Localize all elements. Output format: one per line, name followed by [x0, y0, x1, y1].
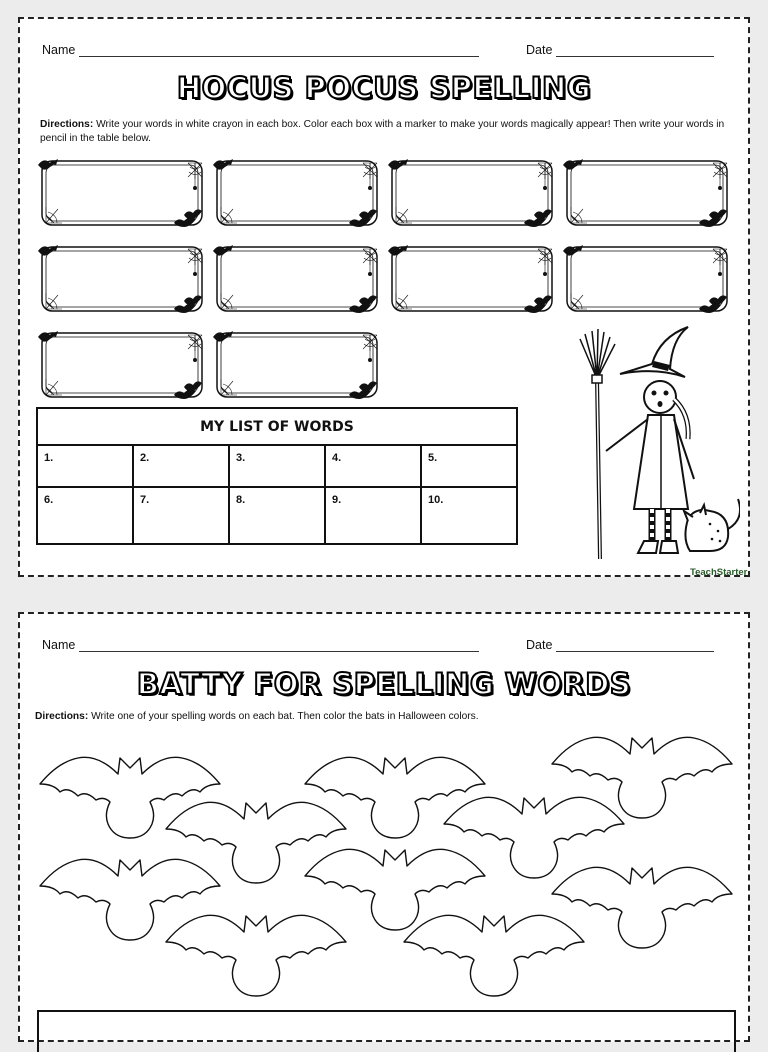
date-field[interactable] [556, 639, 714, 652]
page-title: BATTY FOR SPELLING WORDS [136, 667, 632, 701]
spiderweb-bat-icon [388, 157, 558, 231]
table-cell[interactable]: 5. [421, 445, 517, 487]
word-card[interactable] [38, 329, 208, 403]
date-line [526, 638, 714, 652]
word-card[interactable] [38, 157, 208, 231]
name-label: Name [42, 43, 76, 57]
spiderweb-bat-icon [213, 243, 383, 317]
page-title: HOCUS POCUS SPELLING [176, 71, 592, 105]
word-list-table [37, 1010, 736, 1052]
directions-text: Write one of your spelling words on each bat. Then color the bats in Halloween colors. [91, 711, 479, 722]
brand-logo: TeachStarter [690, 567, 748, 578]
word-card[interactable] [563, 157, 733, 231]
name-field[interactable] [79, 44, 479, 57]
spiderweb-bat-icon [213, 329, 383, 403]
directions [40, 118, 730, 145]
date-line [526, 43, 714, 57]
directions [35, 710, 725, 724]
table-cell[interactable]: 6. [37, 487, 133, 544]
table-cell[interactable]: 3. [229, 445, 325, 487]
table-cell[interactable]: 8. [229, 487, 325, 544]
spiderweb-bat-icon [38, 329, 208, 403]
name-field[interactable] [79, 639, 479, 652]
date-field[interactable] [556, 44, 714, 57]
word-card[interactable] [38, 243, 208, 317]
spiderweb-bat-icon [563, 157, 733, 231]
table-cell[interactable]: 1. [37, 445, 133, 487]
name-line [42, 638, 479, 652]
worksheet-batty [18, 612, 750, 1042]
table-cell[interactable]: 10. [421, 487, 517, 544]
name-label: Name [42, 638, 76, 652]
table-cell[interactable]: 2. [133, 445, 229, 487]
table-cell[interactable]: 7. [133, 487, 229, 544]
table-title: MY LIST OF WORDS [37, 408, 517, 445]
bat-icon[interactable] [402, 902, 586, 1002]
spiderweb-bat-icon [388, 243, 558, 317]
name-line [42, 43, 479, 57]
word-list-table [36, 407, 518, 545]
date-label: Date [526, 638, 553, 652]
directions-label: Directions: [35, 711, 89, 722]
word-card[interactable] [388, 157, 558, 231]
directions-label: Directions: [40, 119, 94, 130]
bat-icon[interactable] [164, 902, 348, 1002]
word-card[interactable] [388, 243, 558, 317]
word-card[interactable] [213, 157, 383, 231]
date-label: Date [526, 43, 553, 57]
witch-illustration [560, 319, 740, 559]
word-card[interactable] [213, 329, 383, 403]
spiderweb-bat-icon [563, 243, 733, 317]
spiderweb-bat-icon [213, 157, 383, 231]
word-card[interactable] [213, 243, 383, 317]
directions-text: Write your words in white crayon in each box. Color each box with a marker to make your words magically appear! Then write your words in pencil in the table below. [40, 119, 725, 144]
table-cell[interactable]: 9. [325, 487, 421, 544]
table-cell[interactable]: 4. [325, 445, 421, 487]
spiderweb-bat-icon [38, 157, 208, 231]
spiderweb-bat-icon [38, 243, 208, 317]
worksheet-hocus-pocus [18, 17, 750, 577]
word-card[interactable] [563, 243, 733, 317]
